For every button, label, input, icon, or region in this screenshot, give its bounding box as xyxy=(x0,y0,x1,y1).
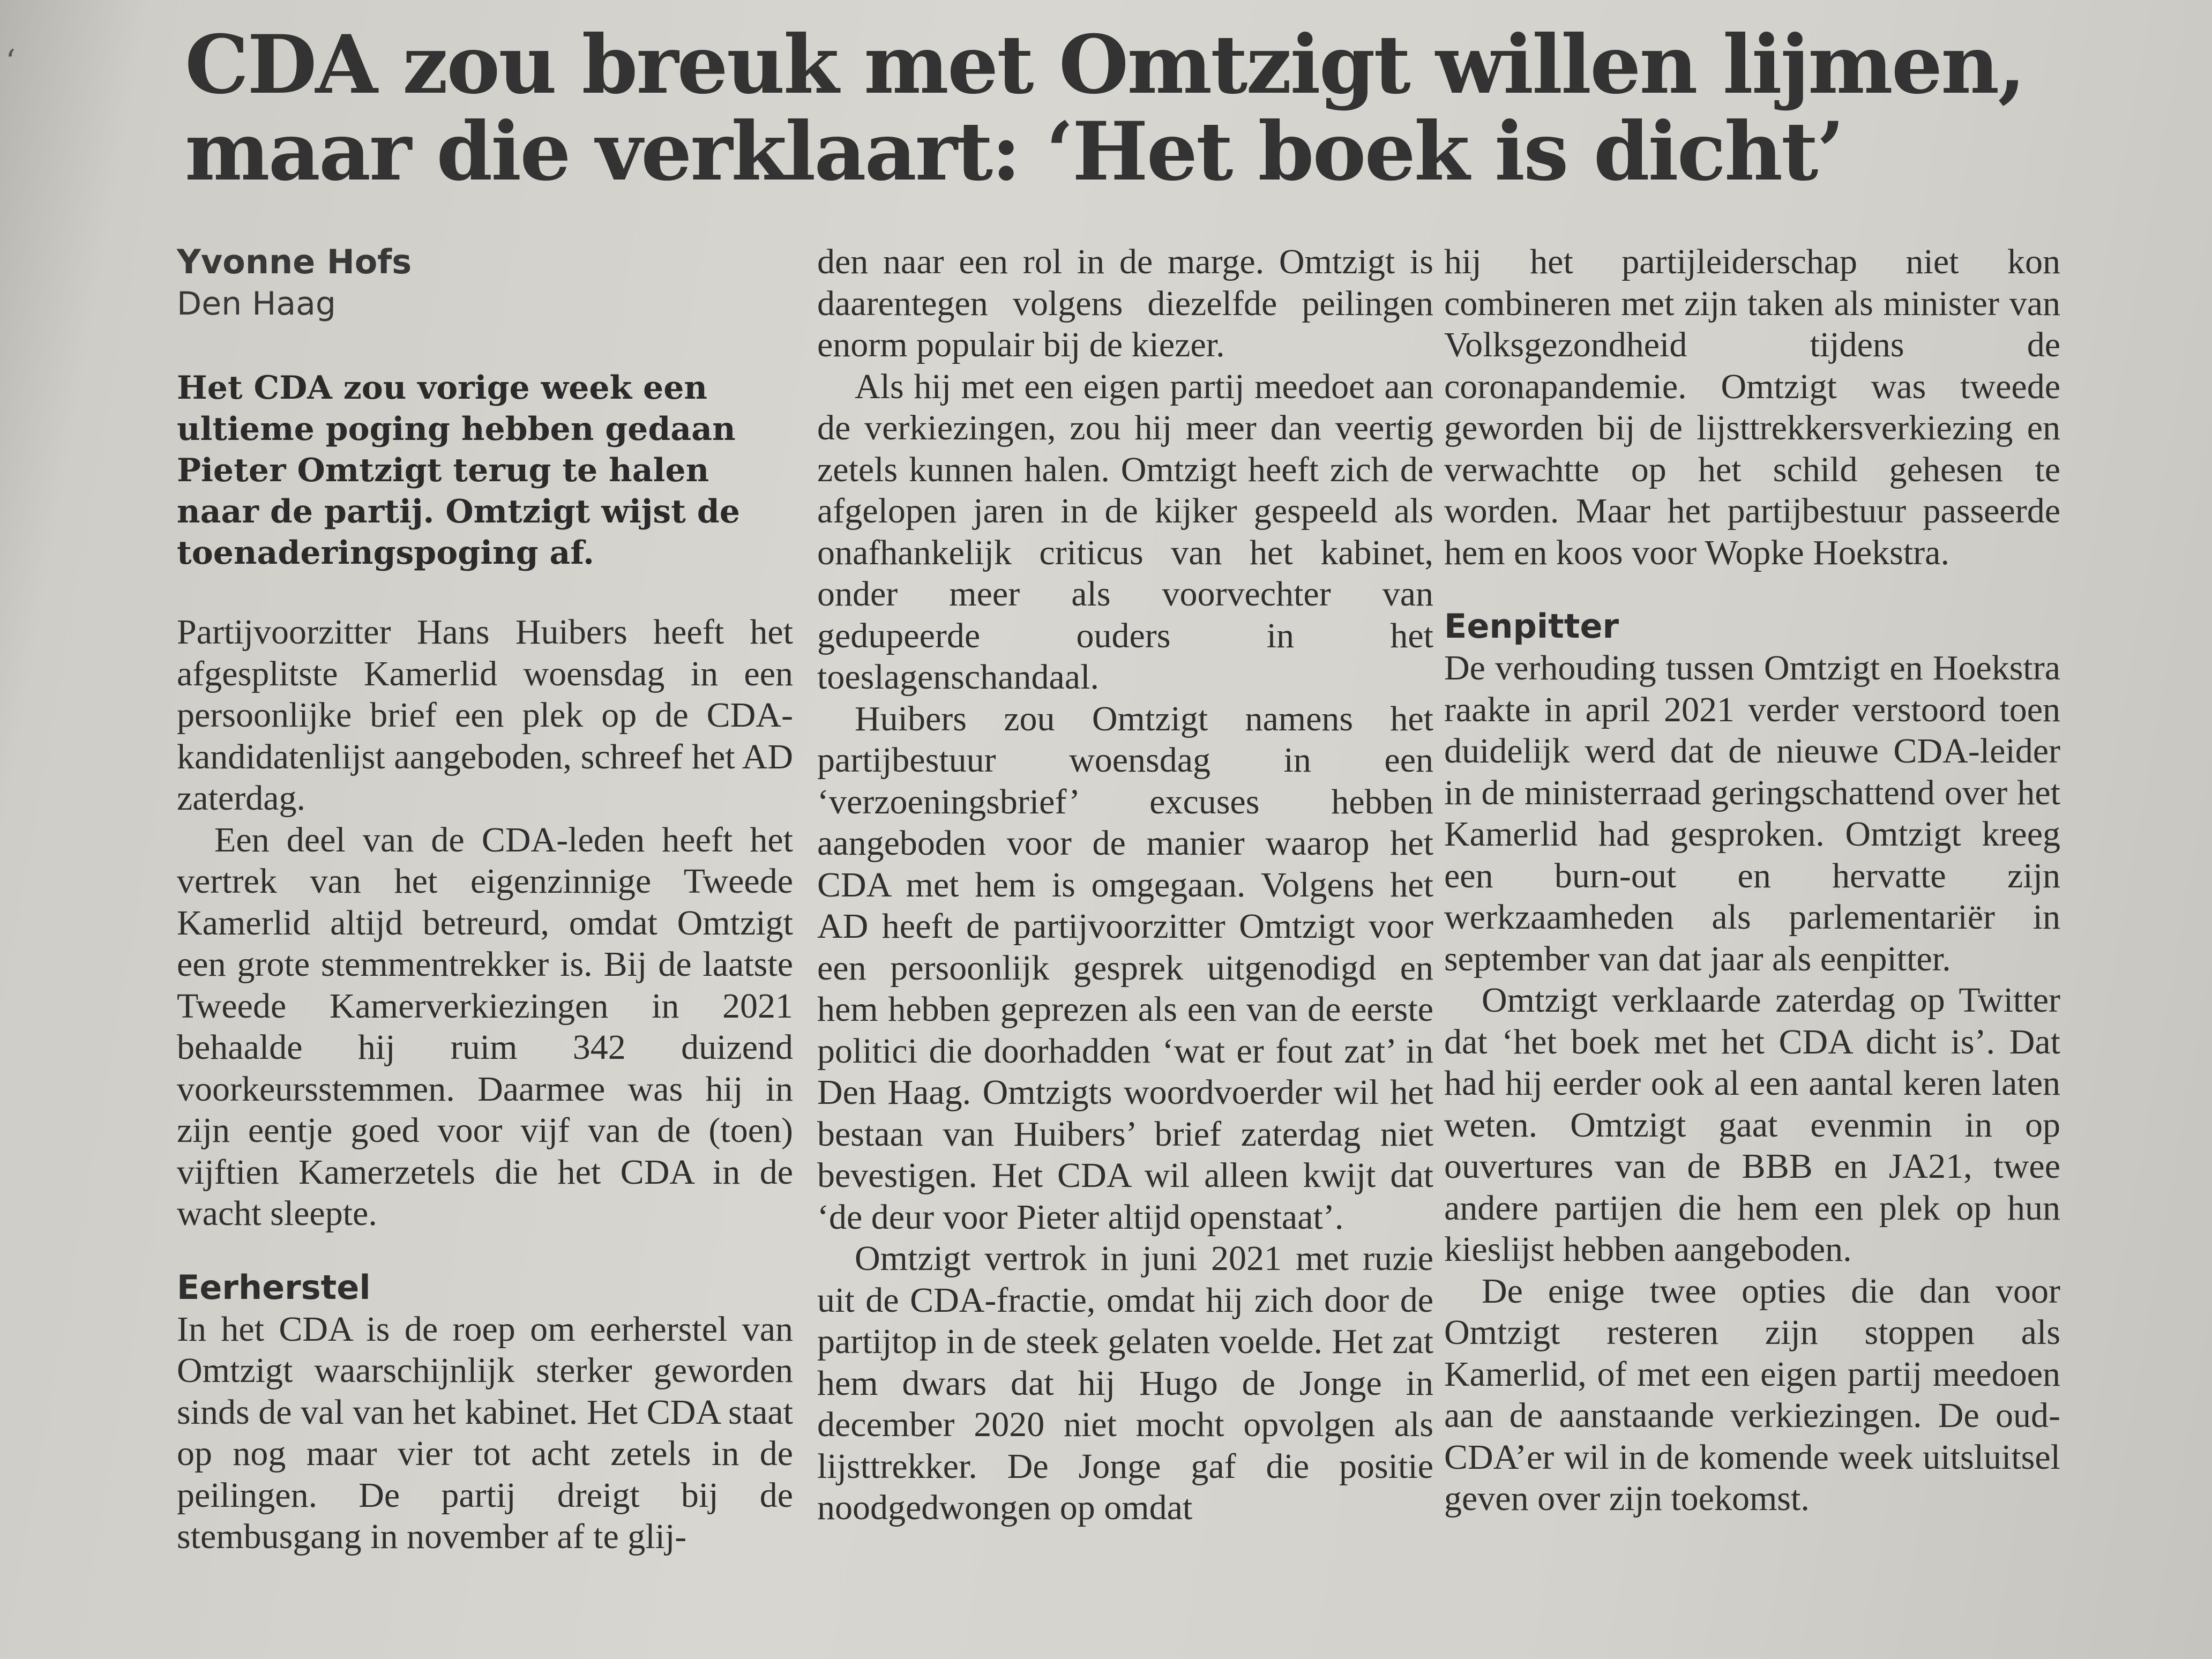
body-paragraph: Omtzigt verklaarde zaterdag op Twitter dat ‘het boek met het CDA dicht is’. Dat had hij eerder ook al een aantal keren laten weten. Omtzigt gaat evenmin in op ouvertures van de BBB en JA21, twee andere partijen die hem een plek op hun kieslijst hebben aangeboden. xyxy=(1444,981,2060,1269)
byline-author: Yvonne Hofs xyxy=(177,242,412,281)
byline-location: Den Haag xyxy=(177,285,336,323)
headline-line-2: maar die verklaart: ‘Het boek is dicht’ xyxy=(185,104,1843,199)
body-paragraph: De verhouding tussen Omtzigt en Hoekstra raakte in april 2021 verder verstoord toen duidelijk werd dat de nieuwe CDA-leider in de ministerraad geringschattend over het Kamerlid had gesproken. Omtzigt kreeg een burn-out en hervatte zijn werkzaamheden als parlementariër in september van dat jaar als eenpitter. xyxy=(1444,648,2060,978)
body-paragraph: In het CDA is de roep om eerherstel van Omtzigt waarschijnlijk sterker geworden sinds de val van het kabinet. Het CDA staat op nog maar vier tot acht zetels in de peilingen. De partij dreigt bij de stembusgang in november af te glij- xyxy=(177,1309,793,1556)
article-lead: Het CDA zou vorige week een ultieme poging hebben gedaan Pieter Omtzigt terug te halen naar de partij. Omtzigt wijst de toenaderingspoging af. xyxy=(177,369,740,572)
body-paragraph: Partijvoorzitter Hans Huibers heeft het afgesplitste Kamerlid woensdag in een persoonlijke brief een plek op de CDA-kandidatenlijst aangeboden, schreef het AD zaterdag. xyxy=(177,612,793,818)
headline-line-1: CDA zou breuk met Omtzigt willen lijmen, xyxy=(185,18,2024,112)
article-column-2 xyxy=(817,241,1433,1529)
body-paragraph: Huibers zou Omtzigt namens het partijbestuur woensdag in een ‘verzoeningsbrief’ excuses hebben aangeboden voor de manier waarop het CDA met hem is omgegaan. Volgens het AD heeft de partijvoorzitter Omtzigt voor een persoonlijk gesprek uitgenodigd en hem hebben geprezen als een van de eerste politici die doorhadden ‘wat er fout zat’ in Den Haag. Omtzigts woordvoerder wil het bestaan van Huibers’ brief zaterdag niet bevestigen. Het CDA wil alleen kwijt dat ‘de deur voor Pieter altijd openstaat’. xyxy=(817,699,1433,1237)
edge-mark: ‘ xyxy=(5,43,16,80)
body-paragraph: De enige twee opties die dan voor Omtzigt resteren zijn stoppen als Kamerlid, of met een eigen partij meedoen aan de aanstaande verkiezingen. De oud-CDA’er wil in de komende week uitsluitsel geven over zijn toekomst. xyxy=(1444,1271,2060,1518)
article-column-3 xyxy=(1444,241,2060,1520)
body-paragraph: Een deel van de CDA-leden heeft het vertrek van het eigenzinnige Tweede Kamerlid altijd betreurd, omdat Omtzigt een grote stemmentrekker is. Bij de laatste Tweede Kamerverkiezingen in 2021 behaalde hij ruim 342 duizend voorkeursstemmen. Daarmee was hij in zijn eentje goed voor vijf van de (toen) vijftien Kamerzetels die het CDA in de wacht sleepte. xyxy=(177,820,793,1233)
body-paragraph: hij het partijleiderschap niet kon combineren met zijn taken als minister van Volksgezondheid tijdens de coronapandemie. Omtzigt was tweede geworden bij de lijsttrekkersverkiezing en verwachtte op het schild gehesen te worden. Maar het partijbestuur passeerde hem en koos voor Wopke Hoekstra. xyxy=(1444,242,2060,572)
body-paragraph: Als hij met een eigen partij meedoet aan de verkiezingen, zou hij meer dan veertig zetels kunnen halen. Omtzigt heeft zich de afgelopen jaren in de kijker gespeeld als onafhankelijk criticus van het kabinet, onder meer als voorvechter van gedupeerde ouders in het toeslagenschandaal. xyxy=(817,367,1433,697)
body-paragraph: den naar een rol in de marge. Omtzigt is daarentegen volgens diezelfde peilingen enorm populair bij de kiezer. xyxy=(817,242,1433,364)
article-headline xyxy=(185,18,2024,199)
subheading-eenpitter: Eenpitter xyxy=(1444,607,1619,646)
subheading-eerherstel: Eerherstel xyxy=(177,1267,371,1307)
body-paragraph: Omtzigt vertrok in juni 2021 met ruzie uit de CDA-fractie, omdat hij zich door de partijtop in de steek gelaten voelde. Het zat hem dwars dat hij Hugo de Jonge in december 2020 niet mocht opvolgen als lijsttrekker. De Jonge gaf die positie noodgedwongen op omdat xyxy=(817,1239,1433,1527)
article-column-1 xyxy=(177,241,793,1558)
